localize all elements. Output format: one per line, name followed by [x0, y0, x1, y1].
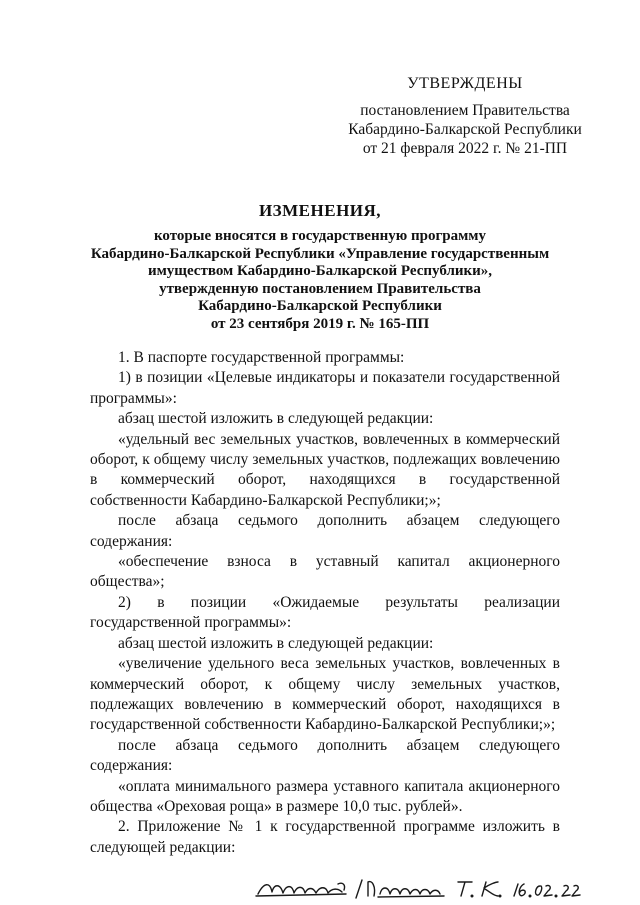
paragraph-9: «увеличение удельного веса земельных участков, вовлеченных в коммерческий оборот, к общему числу земельных участков, подлежащих вовлечению в коммерческий оборот, находящихся в государственной собственности Кабардино-Балкарской Республики;»;: [90, 655, 560, 734]
document-heading: [60, 201, 580, 334]
signature-scribble: [250, 872, 600, 904]
paragraph-3: абзац шестой изложить в следующей редакции:: [118, 410, 434, 428]
approval-line-1: постановлением Правительства: [360, 102, 570, 119]
paragraph-1: 1. В паспорте государственной программы:: [118, 349, 405, 366]
document-body: [90, 348, 560, 858]
approval-line-2: Кабардино-Балкарской Республики: [348, 121, 582, 138]
heading-line-4: утвержденную постановлением Правительства: [159, 280, 481, 297]
paragraph-4: «удельный вес земельных участков, вовлеченных в коммерческий оборот, к общему числу земельных участков, подлежащих вовлечению в коммерческий оборот, находящихся в государственной собственности Кабардино-Балкарской Республики;»;: [90, 430, 560, 509]
handwritten-signature: [250, 872, 600, 904]
paragraph-11: «оплата минимального размера уставного капитала акционерного общества «Ореховая роща» в размере 10,0 тыс. рублей».: [90, 777, 560, 815]
heading-subtitle: [60, 228, 580, 334]
approval-line-3: от 21 февраля 2022 г. № 21-ПП: [362, 140, 568, 157]
approval-block: [330, 74, 600, 158]
paragraph-5: после абзаца седьмого дополнить абзацем следующего содержания:: [90, 512, 560, 550]
heading-line-6: от 23 сентября 2019 г. № 165-ПП: [210, 315, 430, 332]
heading-line-3: имуществом Кабардино-Балкарской Республики»,: [147, 263, 493, 280]
heading-title: ИЗМЕНЕНИЯ,: [258, 201, 382, 220]
paragraph-7: 2) в позиции «Ожидаемые результаты реализации государственной программы»:: [90, 593, 560, 632]
paragraph-8: абзац шестой изложить в следующей редакции:: [118, 634, 434, 652]
paragraph-2: 1) в позиции «Целевые индикаторы и показатели государственной программы»:: [90, 369, 560, 407]
heading-line-2: Кабардино-Балкарской Республики «Управление государственным: [90, 245, 550, 262]
paragraph-10: после абзаца седьмого дополнить абзацем следующего содержания:: [90, 736, 560, 775]
heading-line-1: которые вносятся в государственную программу: [153, 228, 487, 244]
paragraph-6: «обеспечение взноса в уставный капитал акционерного общества»;: [90, 553, 560, 591]
heading-line-5: Кабардино-Балкарской Республики: [198, 298, 442, 315]
paragraph-12: 2. Приложение № 1 к государственной программе изложить в следующей редакции:: [90, 818, 560, 856]
approval-title: УТВЕРЖДЕНЫ: [407, 75, 523, 92]
